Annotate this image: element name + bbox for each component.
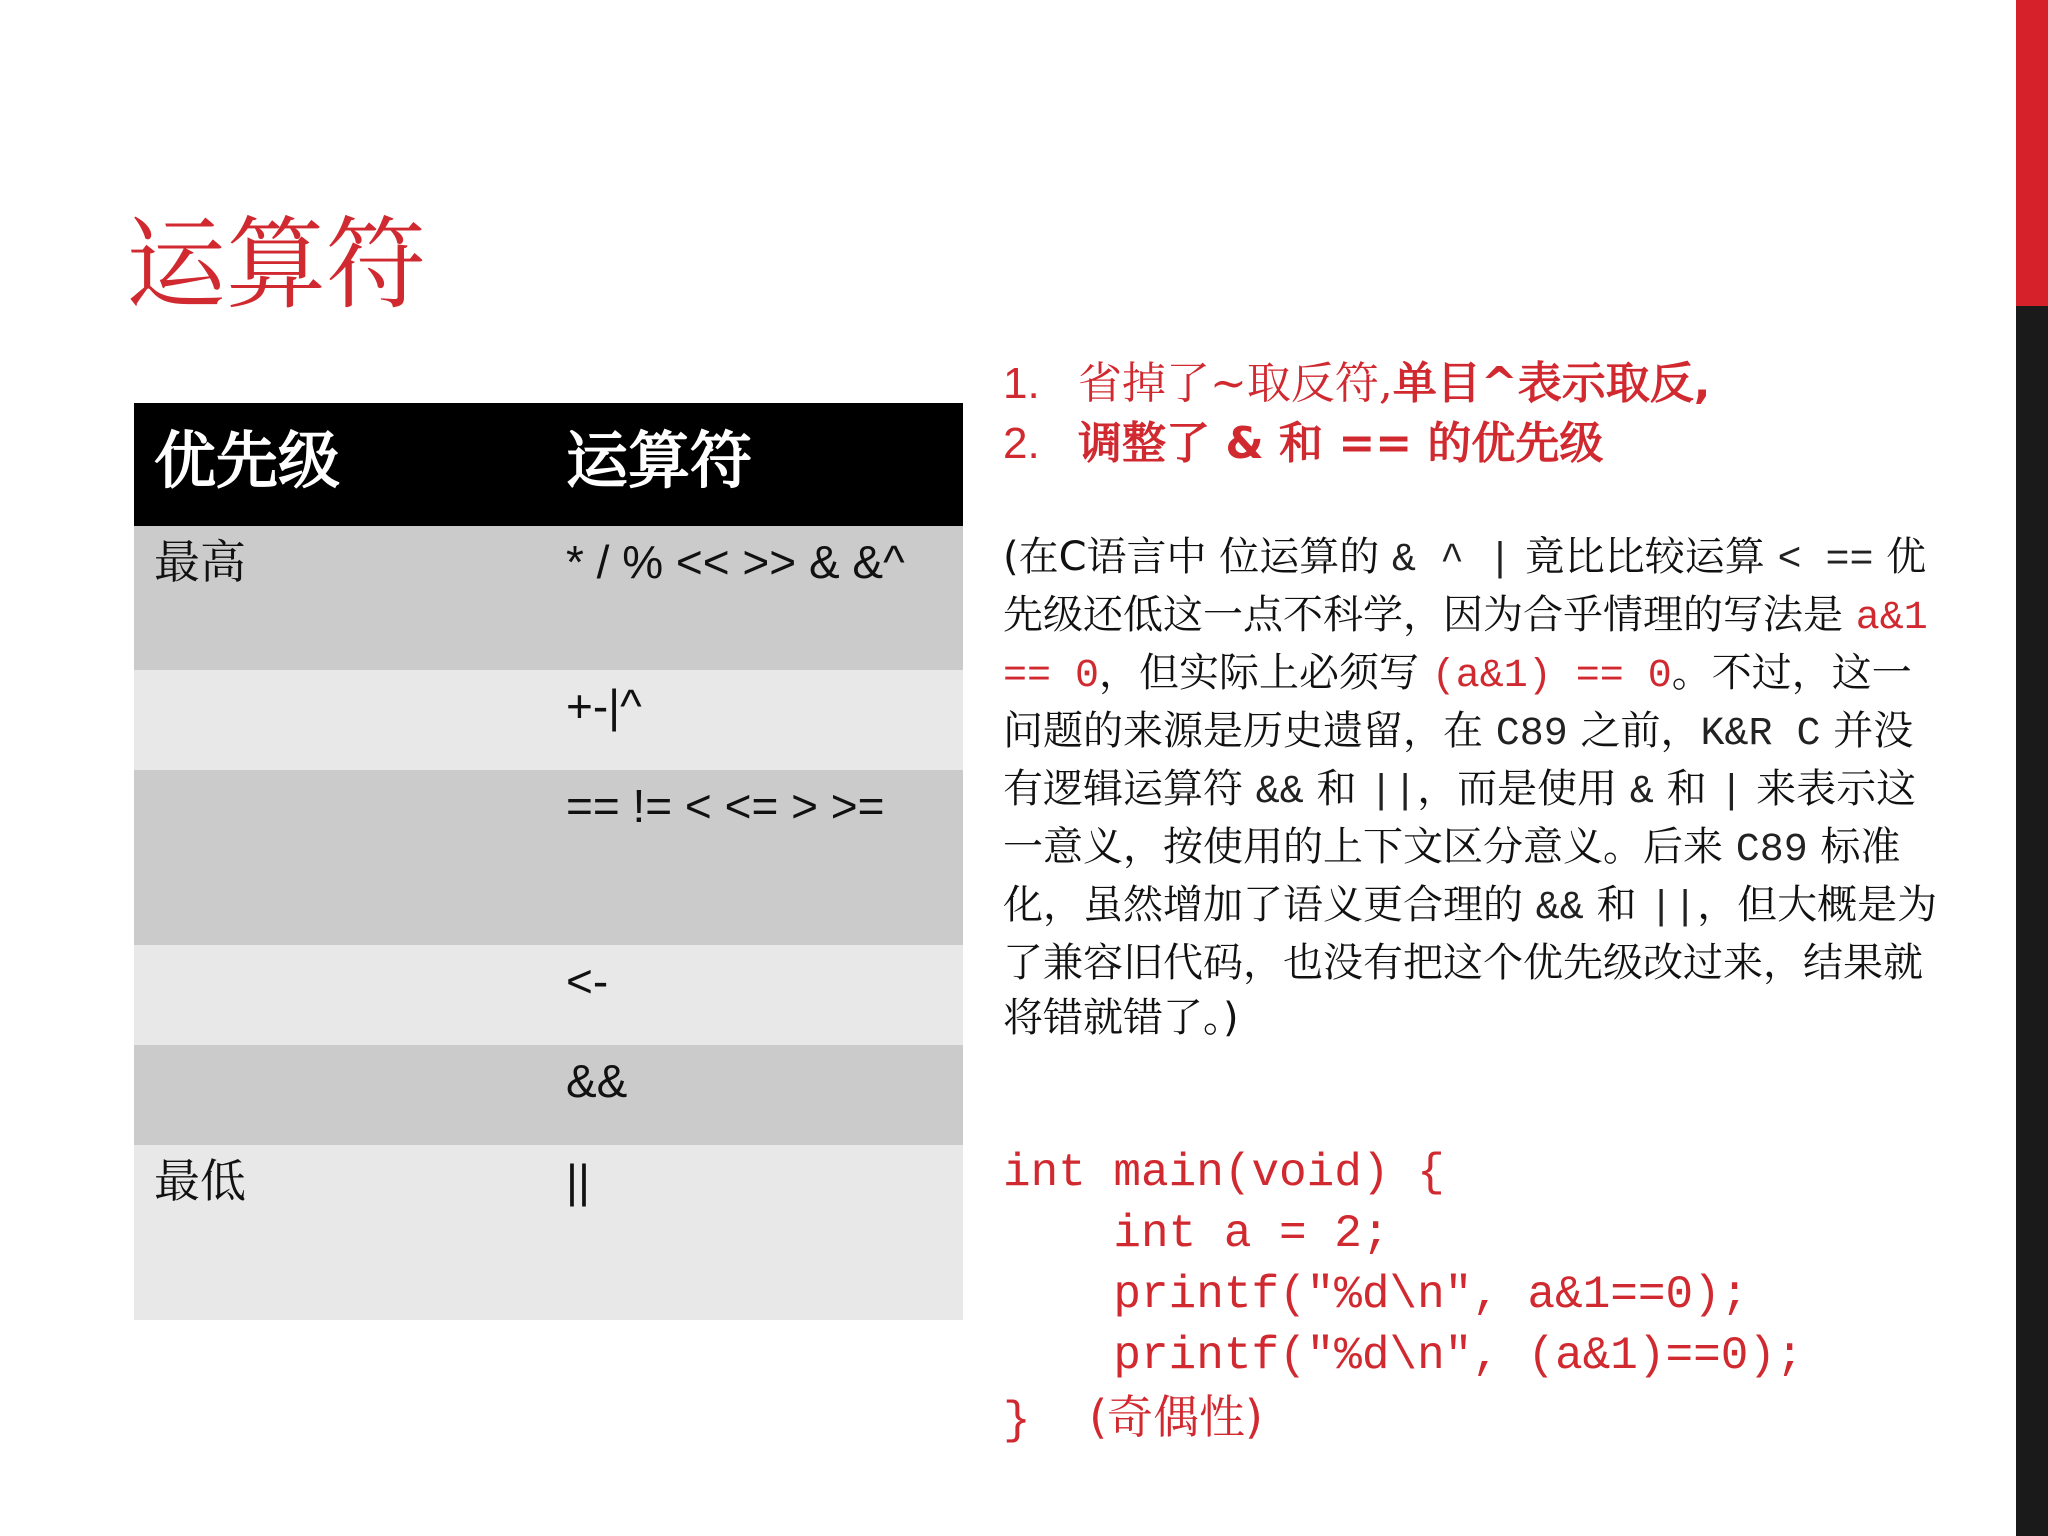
table-row (134, 1045, 963, 1145)
note-number: 1. (1003, 359, 1040, 408)
header-operators: 运算符 (546, 403, 963, 526)
inline-operators: || (1369, 770, 1418, 815)
inline-code: a&1 == 0 (1003, 596, 1928, 699)
operators-cell: && (546, 1045, 963, 1145)
explanation-text: 。不过，这一问题的来源是历史遗留，在 (1003, 650, 1912, 754)
explanation-text: ，而是使用 (1417, 766, 1630, 812)
explanation-text: 并没有逻辑运算符 (1003, 708, 1914, 812)
inline-operators: && (1255, 770, 1304, 815)
note-1-bold-text: 单目^表示取反, (1392, 358, 1711, 409)
precedence-level-cell (134, 770, 546, 945)
operators-cell: || (546, 1145, 963, 1320)
code-line: int main(void) { (1003, 1147, 1445, 1199)
inline-term: C89 (1495, 712, 1568, 757)
note-1-text: 省掉了~取反符, (1078, 358, 1393, 409)
note-2-bold-text: 调整了 & 和 == 的优先级 (1078, 418, 1604, 469)
code-comment: (奇偶性) (1030, 1390, 1263, 1444)
table-row (134, 770, 963, 945)
closing-brace: } (1003, 1395, 1031, 1447)
note-number: 2. (1003, 419, 1040, 468)
code-line-last (1003, 1387, 1804, 1452)
inline-term: C89 (1735, 828, 1808, 873)
operators-cell: == != < <= > >= (546, 770, 963, 945)
table-row (134, 526, 963, 670)
inline-code: (a&1) == 0 (1431, 654, 1672, 699)
explanation-text: 和 (1303, 766, 1370, 812)
explanation-text: (在C语言中 位运算的 (1003, 534, 1392, 580)
precedence-level-cell: 最高 (134, 526, 546, 670)
table-header-row (134, 403, 963, 526)
inline-operators: && (1535, 886, 1584, 931)
table-row (134, 1145, 963, 1320)
operators-cell: <- (546, 945, 963, 1045)
explanation-paragraph (1003, 530, 1948, 1046)
inline-operators: || (1649, 886, 1698, 931)
precedence-level-cell (134, 670, 546, 770)
inline-operators: & ^ | (1391, 538, 1512, 583)
precedence-level-cell (134, 1045, 546, 1145)
explanation-text: ，但实际上必须写 (1099, 650, 1432, 696)
table-row (134, 670, 963, 770)
code-block (1003, 1143, 1804, 1452)
note-item-2 (1003, 414, 2003, 474)
precedence-level-cell (134, 945, 546, 1045)
code-line: printf("%d\n", a&1==0); (1003, 1269, 1749, 1321)
accent-bar-red-segment (2016, 0, 2048, 306)
notes-list (1003, 354, 2003, 474)
operators-cell: +-|^ (546, 670, 963, 770)
explanation-text: 标准化，虽然增加了语义更合理的 (1003, 824, 1901, 928)
inline-operators: < == (1777, 538, 1874, 583)
inline-operators: & (1629, 770, 1654, 815)
explanation-text: 竟比比较运算 (1512, 534, 1778, 580)
explanation-text: 之前， (1567, 708, 1701, 754)
header-precedence: 优先级 (134, 403, 546, 526)
explanation-text: 和 (1583, 882, 1650, 928)
explanation-text: 优先级还低这一点不科学，因为合乎情理的写法是 (1003, 534, 1927, 638)
precedence-table (134, 403, 963, 1320)
precedence-level-cell: 最低 (134, 1145, 546, 1320)
code-line: int a = 2; (1003, 1208, 1390, 1260)
inline-term: K&R C (1700, 712, 1821, 757)
slide-title: 运算符 (126, 206, 426, 323)
inline-operators: | (1719, 770, 1744, 815)
table-row (134, 945, 963, 1045)
right-accent-bar (2016, 0, 2048, 1536)
explanation-text: 和 (1653, 766, 1720, 812)
code-line: printf("%d\n", (a&1)==0); (1003, 1330, 1804, 1382)
operators-cell: * / % << >> & &^ (546, 526, 963, 670)
explanation-text: 来表示这一意义，按使用的上下文区分意义。后来 (1003, 766, 1917, 870)
explanation-text: ，但大概是为了兼容旧代码，也没有把这个优先级改过来，结果就将错就错了。) (1003, 882, 1938, 1041)
note-item-1 (1003, 354, 2003, 414)
